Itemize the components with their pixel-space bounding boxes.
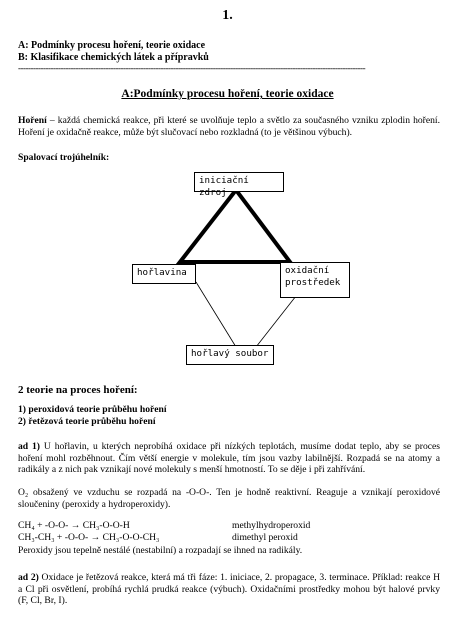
ad2-label: ad 2) bbox=[18, 572, 39, 583]
definition-text: – každá chemická reakce, při které se uvolňuje teplo a světlo za současného vzniku zplodin hoření. Hoření je oxidačně reakce, může být slučovací nebo rozkladná (to je většinou výbuch). bbox=[18, 115, 440, 138]
equation-2-product-name: dimethyl peroxid bbox=[232, 532, 298, 543]
connector-right bbox=[256, 296, 296, 347]
separator-line: ------------------------------------------------------------------------------------------------------------------------------------------- bbox=[18, 63, 366, 73]
ad2-paragraph bbox=[18, 572, 440, 607]
connector-left bbox=[196, 282, 236, 347]
diagram-node-ignition-source: iniciační zdroj bbox=[194, 172, 284, 192]
triangle-label: Spalovací trojúhelník: bbox=[18, 152, 110, 163]
theory-item-2: 2) řetězová teorie průběhu hoření bbox=[18, 416, 156, 427]
theories-heading: 2 teorie na proces hoření: bbox=[18, 384, 138, 396]
ad1-text: U hořlavin, u kterých neprobíhá oxidace při nízkých teplotách, musíme dodat teplo, aby se proces hoření mohl rozběhnout. Čím větší energie v molekule, tím jsou vazby labilnější. Rozpadá se na atomy a radikály a z nich pak vznikají nové molekuly s menší hmotností. To se děje i při zahřívání. bbox=[18, 441, 440, 475]
theory-item-1: 1) peroxidová teorie průběhu hoření bbox=[18, 404, 167, 415]
ad1-paragraph bbox=[18, 441, 440, 476]
ad2-text: Oxidace je řetězová reakce, která má tři fáze: 1. iniciace, 2. propagace, 3. terminace. Příklad: reakce H a Cl při osvětlení, probíhá rychlá prudká reakce (výbuch). Oxidačními prostředky mohou být halové prvky (F, Cl, Br, I). bbox=[18, 572, 440, 606]
triangle-shape bbox=[180, 190, 290, 262]
equation-1: CH₄ + -O-O- → CH₃-O-O-H bbox=[18, 520, 130, 531]
diagram-node-flammable-system: hořlavý soubor bbox=[186, 345, 274, 365]
oxidizer-line2: prostředek bbox=[285, 277, 341, 288]
ad1-oxygen-text: O₂ obsažený ve vzduchu se rozpadá na -O-O-. Ten je hodně reaktivní. Reaguje a vznikají peroxidové sloučeniny (peroxidy a hydroperoxidy). bbox=[18, 487, 440, 510]
diagram-node-fuel: hořlavina bbox=[132, 264, 196, 284]
oxidizer-line1: oxidační bbox=[285, 265, 330, 276]
header-line-a: A: Podmínky procesu hoření, teorie oxidace bbox=[18, 40, 206, 51]
section-title: A:Podmínky procesu hoření, teorie oxidace bbox=[121, 88, 334, 100]
ad1-label: ad 1) bbox=[18, 441, 41, 452]
diagram-node-oxidizer bbox=[280, 262, 350, 298]
equation-2: CH₃-CH₃ + -O-O- → CH₃-O-O-CH₃ bbox=[18, 532, 160, 543]
equation-1-product-name: methylhydroperoxid bbox=[232, 520, 311, 531]
page-number: 1. bbox=[222, 8, 233, 23]
definition-term: Hoření bbox=[18, 115, 47, 126]
header-line-b: B: Klasifikace chemických látek a přípravků bbox=[18, 52, 209, 63]
ad1-peroxide-text: Peroxidy jsou tepelně nestálé (nestabilní) a rozpadají se ihned na radikály. bbox=[18, 545, 303, 556]
